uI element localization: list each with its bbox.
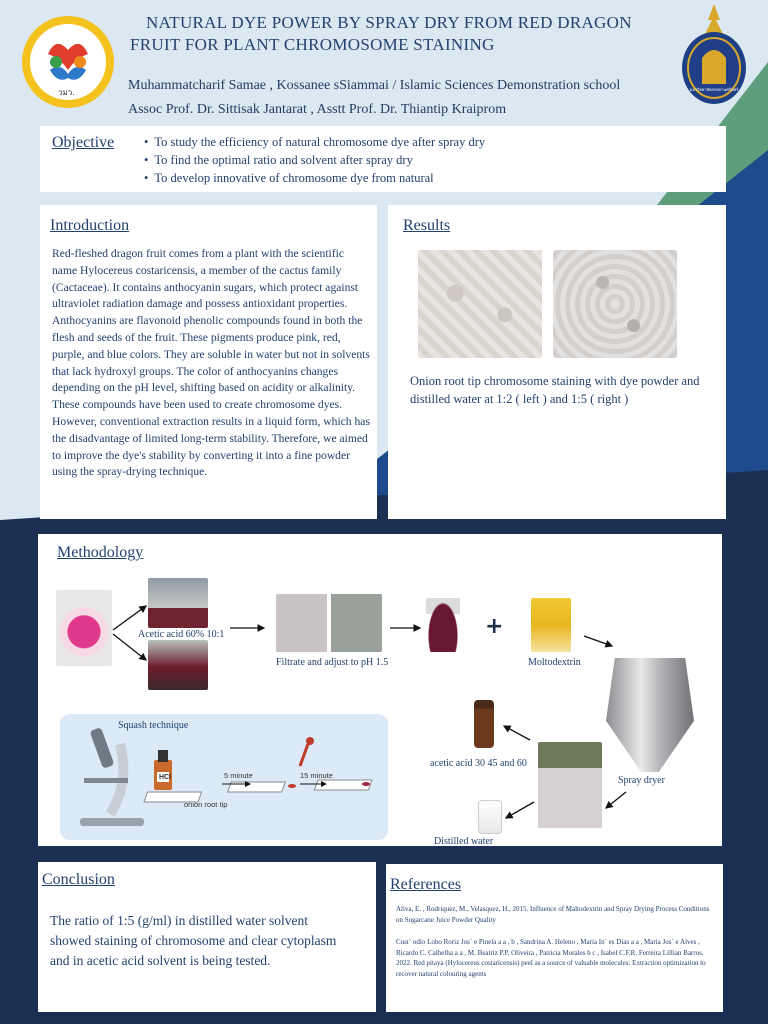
- methodology-heading: Methodology: [57, 544, 144, 561]
- poster-title-line2: FRUIT FOR PLANT CHROMOSOME STAINING: [130, 35, 495, 54]
- university-logo-text: มหาวิทยาลัยสงขลานครินทร์: [689, 87, 739, 92]
- fifteen-minute-label: 15 minute: [300, 771, 333, 780]
- spray-dryer-label: Spray dryer: [618, 775, 665, 786]
- authors-line1: Muhammatcharif Samae , Kossanee sSiammai / Islamic Sciences Demonstration school: [128, 78, 621, 93]
- distilled-water-label: Distilled water: [434, 836, 494, 847]
- authors-line2: Assoc Prof. Dr. Sittisak Jantarat , Asstt Prof. Dr. Thiantip Kraiprom: [128, 102, 507, 117]
- introduction-heading: Introduction: [50, 217, 130, 234]
- reference-item: Aliva, E. , Rodriquez, M., Velasquez, H., 2015. Influence of Maltodextrin and Spray Drying Process Conditions on Sugarcane Juice Powder Quality: [396, 905, 710, 924]
- references-heading: References: [390, 876, 462, 893]
- conclusion-text: The ratio of 1:5 (g/ml) in distilled water solvent showed staining of chromosome and clear cytoplasm and in acetic acid solvent is being tested.: [50, 913, 337, 968]
- hcl-dropper-icon: [154, 750, 172, 790]
- objective-item: • To find the optimal ratio and solvent after spray dry: [144, 151, 485, 169]
- results-caption: Onion root tip chromosome staining with dye powder and distilled water at 1:2 ( left ) and 1:5 ( right ): [410, 374, 700, 406]
- acetic-acid-label: Acetic acid 60% 10:1: [138, 629, 225, 640]
- microscope-icon: [80, 727, 144, 826]
- objective-heading: Objective: [52, 134, 115, 151]
- filtrate-label: Filtrate and adjust to pH 1.5: [276, 657, 389, 668]
- reference-item: Cust´ odio Lobo Roriz Jos´ e Pinela a a , b , Sandrina A. Heleno , Maria In´ es Dias a a , Maria Jos´ e Alves , Ricardo C. Calhelha a a , M. Beatriz P.P. Oliveira , Patricia Morales b c , Isabel C.F.R. Ferreira Lillian Barros. 2022. Red pitaya (Hylocereus costaricensis) peel as a source of valuable molecules: Extraction optimization to recover natural colouring agents: [396, 938, 706, 978]
- five-minute-label: 5 minute: [224, 771, 253, 780]
- poster-title-line1: NATURAL DYE POWER BY SPRAY DRY FROM RED DRAGON: [146, 13, 632, 32]
- program-logo-text: วมว.: [58, 88, 75, 97]
- results-heading: Results: [403, 217, 451, 234]
- slides-icon: [144, 737, 372, 802]
- introduction-text: Red-fleshed dragon fruit comes from a plant with the scientific name Hylocereus costaricensis, a member of the cactus family (Cactaceae). It contains anthocyanin sugars, which protect against ultraviolet radiation damage and possess antioxidant properties. Anthocyanins are flavonoid phenolic compounds found in both the flesh and seeds of the fruit. These pigments produce pink, red, purple, and blue colors. They are soluble in water but not in solvents that lack hydroxyl groups. The color of anthocyanins changes depending on the pH level, shifting based on acidity or alkalinity. These compounds have been used to create chromosome dyes. However, conventional extraction results in a liquid form, which has the disadvantage of limited long-term stability. Therefore, we aimed to improve the dye's stability by converting it into a fine powder using the spray-drying technique.: [52, 247, 370, 479]
- onion-root-tip-label: onion root tip: [184, 800, 228, 809]
- hcl-label: HCl: [159, 774, 172, 781]
- conclusion-heading: Conclusion: [42, 871, 115, 888]
- squash-technique-title: Squash technique: [118, 720, 189, 731]
- acetic-variants-label: acetic acid 30 45 and 60: [430, 758, 527, 769]
- maltodextrin-label: Moltodextrin: [528, 657, 581, 668]
- plus-sign: +: [485, 614, 504, 639]
- objective-item: • To develop innovative of chromosome dye from natural: [144, 169, 485, 187]
- objective-item: • To study the efficiency of natural chromosome dye after spray dry: [144, 133, 485, 151]
